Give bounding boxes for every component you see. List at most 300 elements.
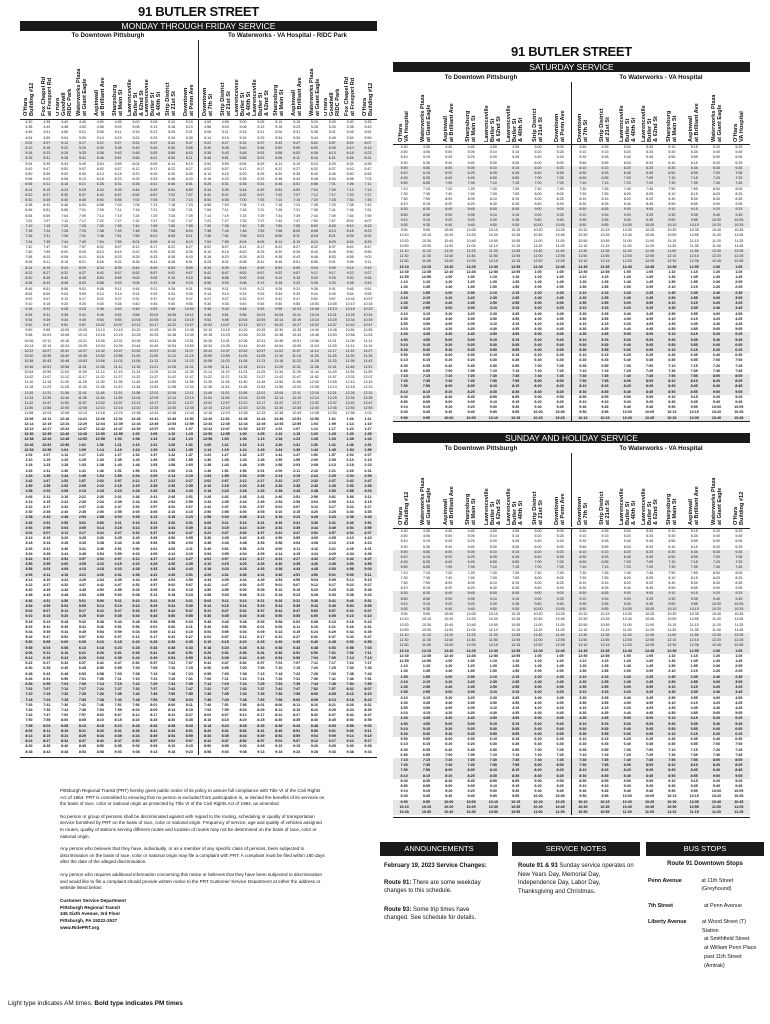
time-cell: 10:20	[527, 800, 549, 805]
time-cell: 3:20	[527, 690, 549, 695]
time-cell: 7:12	[61, 218, 69, 223]
time-cell: 6:33	[145, 646, 163, 651]
time-cell: 9:55	[505, 607, 527, 612]
time-cell: 8:59	[288, 734, 306, 739]
time-cell: 7:01	[323, 182, 341, 187]
time-cell: 10:15	[689, 410, 699, 415]
time-cell: 6:53	[78, 203, 86, 208]
time-cell: 10:07	[216, 323, 234, 328]
time-cell: 7:54	[198, 240, 216, 245]
time-cell: 2:19	[43, 499, 51, 504]
time-cell: 12:01	[252, 391, 270, 396]
time-cell: 7:58	[163, 229, 181, 234]
time-cell: 8:56	[310, 260, 318, 265]
time-cell: 11:35	[505, 633, 527, 638]
time-cell: 11:00	[444, 243, 454, 248]
stop-header-label: Lawrenceville Butler St & 62nd St	[640, 105, 659, 142]
time-cell: 9:34	[168, 291, 176, 296]
time-cell: 4:33	[145, 567, 163, 572]
time-cell: 10:10	[198, 328, 216, 333]
time-cell: 3:45	[556, 311, 564, 316]
time-cell: 7:50	[163, 224, 181, 229]
time-cell: 11:40	[712, 627, 721, 632]
time-cell: 8:19	[185, 707, 193, 712]
time-cell: 4:55	[114, 120, 122, 124]
time-cell: 10:51	[184, 338, 194, 343]
time-cell: 11:28	[60, 385, 69, 390]
time-cell: 8:12	[132, 244, 140, 249]
time-cell: 7:16	[132, 676, 140, 681]
time-cell: 3:30	[400, 316, 408, 321]
time-cell: 7:48	[127, 229, 145, 234]
time-cell: 6:47	[364, 635, 372, 640]
time-cell: 7:06	[198, 208, 216, 213]
stop-header	[109, 40, 127, 118]
time-cell: 5:28	[310, 125, 318, 130]
time-cell: 7:45	[549, 374, 571, 379]
time-cell: 12:46	[274, 416, 284, 421]
time-cell: 6:29	[74, 656, 92, 661]
time-cell: 7:55	[181, 224, 199, 229]
time-cell: 7:00	[705, 555, 727, 560]
time-cell: 7:53	[145, 229, 163, 234]
time-cell: 4:40	[438, 716, 460, 721]
time-cell: 9:50	[572, 410, 594, 415]
time-cell: 1:53	[257, 463, 265, 468]
stop-header-label: Downtown at Penn Ave	[183, 84, 196, 116]
stop-header	[617, 82, 639, 144]
time-cell: 12:17	[252, 401, 270, 406]
time-cell: 2:02	[198, 479, 216, 484]
time-cell: 11:10	[489, 627, 498, 632]
time-cell: 8:36	[234, 729, 252, 734]
time-cell: 4:25	[467, 327, 475, 332]
time-cell: 8:35	[505, 774, 527, 779]
time-cell: 6:27	[185, 166, 193, 171]
time-cell: 12:05	[460, 643, 482, 648]
time-cell: 7:34	[163, 682, 181, 687]
time-cell: 10:20	[238, 328, 248, 333]
time-cell: 5:02	[275, 583, 283, 588]
time-cell: 10:55	[594, 810, 616, 815]
time-cell: 9:14	[341, 734, 359, 739]
time-cell: 9:50	[275, 302, 283, 307]
notice-paragraph: No person or group of persons shall be discriminated against with regard to the routing, scheduling or quality of transportation service furnished by PRT on the basis of race, color or national origin. Frequency of service, age and quality of vehicles assigned to routes, quality of stations serving different routes and location of routes may not be determined on the basis of race, color or national origin.	[60, 813, 322, 839]
time-cell: 9:55	[293, 302, 301, 307]
time-cell: 10:29	[323, 318, 341, 323]
time-cell: 4:07	[109, 557, 127, 562]
time-cell: 1:19	[216, 448, 234, 453]
time-cell: 11:20	[705, 810, 727, 815]
time-cell: 8:05	[78, 250, 86, 255]
time-cell: 7:55	[505, 763, 527, 768]
time-cell: 12:00	[705, 633, 727, 638]
time-cell: 7:07	[185, 661, 193, 666]
time-cell: 3:55	[690, 311, 698, 316]
time-cell: 10:35	[184, 328, 194, 333]
time-cell: 7:34	[20, 240, 38, 245]
time-cell: 2:55	[594, 301, 616, 306]
time-cell: 5:20	[616, 338, 638, 343]
time-cell: 8:42	[198, 271, 216, 276]
time-cell: 2:04	[127, 474, 145, 479]
time-cell: 10:50	[488, 622, 498, 627]
time-cell: 1:18	[270, 437, 288, 442]
time-cell: 6:09	[257, 629, 265, 634]
time-cell: 6:20	[705, 732, 727, 737]
time-cell: 8:30	[482, 774, 504, 779]
time-cell: 6:10	[572, 737, 594, 742]
time-cell: 4:55	[690, 327, 698, 332]
time-cell: 9:45	[150, 302, 158, 307]
time-cell: 5:16	[234, 599, 252, 604]
time-cell: 2:35	[683, 675, 705, 680]
time-cell: 5:59	[359, 604, 377, 609]
time-cell: 5:55	[288, 614, 306, 619]
time-cell: 9:10	[661, 207, 683, 212]
time-cell: 11:10	[661, 810, 683, 815]
time-cell: 8:21	[323, 234, 341, 239]
time-cell: 7:35	[109, 692, 127, 697]
time-cell: 8:17	[257, 244, 265, 249]
time-cell: 3:30	[489, 311, 497, 316]
time-cell: 12:35	[594, 265, 616, 270]
time-cell: 6:45	[467, 747, 475, 752]
time-cell: 9:45	[728, 213, 750, 218]
time-cell: 2:15	[216, 484, 234, 489]
time-cell: 10:43	[184, 333, 194, 338]
time-cell: 5:00	[239, 120, 247, 124]
time-cell: 5:20	[534, 534, 542, 539]
time-cell: 8:35	[422, 394, 431, 399]
time-cell: 5:39	[288, 604, 306, 609]
time-cell: 7:00	[712, 358, 721, 363]
time-cell: 11:11	[109, 365, 127, 370]
time-cell: 1:59	[359, 448, 377, 453]
time-cell: 8:27	[292, 713, 301, 718]
time-cell: 12:57	[149, 426, 159, 431]
time-cell: 8:06	[275, 702, 283, 707]
time-cell: 9:02	[25, 296, 33, 301]
time-cell: 2:15	[505, 675, 527, 680]
time-cell: 8:08	[306, 229, 324, 234]
time-cell: 7:54	[346, 213, 354, 218]
time-cell: 7:03	[114, 203, 122, 208]
time-cell: 7:30	[572, 187, 594, 192]
time-cell: 9:40	[705, 213, 727, 218]
time-cell: 11:58	[274, 385, 284, 390]
time-cell: 9:19	[359, 266, 377, 271]
time-cell: 8:40	[310, 718, 319, 723]
time-cell: 7:57	[328, 218, 336, 223]
time-cell: 5:32	[234, 609, 252, 614]
time-cell: 5:21	[252, 599, 270, 604]
time-cell: 9:32	[132, 296, 140, 301]
time-cell: 2:22	[270, 479, 288, 484]
time-cell: 7:26	[168, 676, 176, 681]
time-cell: 1:40	[534, 280, 542, 285]
time-cell: 2:06	[25, 494, 33, 499]
time-cell: 6:35	[594, 171, 616, 176]
time-cell: 6:42	[198, 661, 216, 666]
time-cell: 10:10	[399, 233, 409, 238]
time-cell: 1:27	[221, 453, 229, 457]
time-cell: 7:30	[91, 692, 109, 697]
time-cell: 12:41	[256, 416, 266, 421]
time-cell: 7:25	[735, 747, 743, 752]
time-cell: 7:50	[270, 224, 288, 229]
time-cell: 9:00	[234, 276, 252, 281]
time-cell: 11:05	[638, 810, 660, 815]
time-cell: 7:58	[25, 255, 33, 260]
bus-stops-panel	[646, 842, 764, 975]
time-cell: 8:20	[616, 768, 638, 773]
time-cell: 6:11	[288, 156, 306, 161]
time-cell: 2:45	[728, 675, 750, 680]
time-cell: 3:30	[661, 306, 683, 311]
time-cell: 7:00	[527, 176, 549, 181]
time-cell: 7:45	[145, 224, 163, 229]
time-cell: 6:06	[270, 156, 288, 161]
time-cell: 10:33	[149, 333, 159, 338]
time-cell: 5:39	[185, 135, 193, 140]
time-cell: 5:52	[61, 166, 69, 171]
stop-header	[235, 40, 253, 118]
time-cell: 5:49	[78, 161, 86, 166]
time-cell: 12:54	[274, 421, 284, 426]
time-cell: 7:05	[467, 368, 475, 373]
stop-header-label: Downtown at 7th St	[577, 113, 590, 142]
time-cell: 11:45	[549, 249, 571, 254]
stop-header	[594, 453, 616, 527]
time-cell: 7:41	[328, 208, 336, 213]
time-cell: 7:55	[181, 692, 199, 697]
time-cell: 4:55	[415, 338, 437, 343]
time-cell: 10:15	[594, 416, 616, 421]
time-cell: 3:34	[25, 551, 33, 556]
stop-header-label: O'Hara Building #12	[732, 491, 745, 525]
time-cell: 7:10	[20, 224, 38, 229]
time-cell: 5:45	[638, 343, 660, 348]
time-cell: 7:03	[221, 671, 229, 676]
time-cell: 4:25	[467, 711, 475, 716]
time-cell: 4:07	[359, 531, 377, 536]
time-cell: 4:34	[346, 551, 354, 556]
time-cell: 6:55	[505, 560, 527, 565]
time-cell: 2:15	[690, 669, 698, 674]
time-cell: 1:15	[512, 659, 520, 664]
time-cell: 5:46	[341, 599, 359, 604]
time-cell: 5:54	[346, 135, 354, 140]
time-cell: 3:38	[341, 515, 359, 520]
time-cell: 1:45	[645, 664, 654, 669]
time-cell: 4:27	[181, 557, 199, 562]
time-cell: 2:31	[114, 494, 122, 499]
time-cell: 10:23	[113, 333, 123, 338]
time-cell: 7:12	[306, 193, 324, 198]
time-cell: 7:30	[489, 570, 497, 575]
time-cell: 8:05	[460, 384, 482, 389]
time-cell: 7:39	[38, 240, 56, 245]
time-cell: 3:03	[359, 489, 377, 494]
time-cell: 10:50	[572, 239, 594, 244]
time-cell: 7:29	[150, 213, 158, 218]
time-cell: 3:00	[705, 296, 727, 301]
time-cell: 11:45	[638, 633, 660, 638]
time-cell: 4:10	[668, 700, 676, 705]
time-cell: 1:57	[328, 453, 336, 457]
time-cell: 8:04	[132, 707, 140, 712]
time-cell: 7:30	[198, 692, 216, 697]
time-cell: 5:55	[505, 732, 527, 737]
time-cell: 6:11	[38, 651, 56, 656]
time-cell: 7:35	[512, 186, 520, 191]
time-cell: 5:27	[109, 141, 127, 146]
time-cell: 1:30	[572, 664, 594, 669]
time-cell: 9:11	[221, 286, 229, 291]
time-cell: 9:20	[616, 597, 638, 602]
time-cell: 9:05	[728, 774, 750, 779]
time-cell: 10:03	[42, 333, 52, 338]
time-cell: 2:20	[712, 285, 721, 290]
time-cell: 3:07	[292, 505, 301, 510]
time-cell: 5:47	[43, 166, 51, 171]
time-cell: 11:00	[127, 354, 145, 359]
time-cell: 3:56	[239, 546, 247, 551]
time-cell: 5:30	[661, 338, 683, 343]
time-cell: 2:48	[56, 515, 74, 520]
time-cell: 12:43	[184, 411, 194, 416]
time-cell: 7:02	[270, 193, 288, 198]
time-cell: 6:59	[288, 656, 306, 661]
time-cell: 8:34	[341, 240, 359, 245]
stop-header-label: Lawrenceville Butler St & 40th St	[144, 79, 163, 116]
time-cell: 9:35	[683, 597, 705, 602]
time-cell: 3:40	[445, 700, 453, 705]
time-cell: 6:15	[690, 544, 698, 549]
time-cell: 2:00	[438, 291, 460, 296]
time-cell: 2:59	[292, 499, 301, 504]
time-cell: 6:27	[292, 635, 301, 640]
time-cell: 1:30	[400, 285, 408, 290]
time-cell: 2:27	[43, 505, 51, 510]
time-cell: 12:00	[56, 406, 74, 411]
time-cell: 4:39	[221, 577, 229, 582]
time-cell: 1:50	[489, 285, 497, 290]
time-cell: 8:35	[594, 774, 616, 779]
time-cell: 7:10	[661, 176, 683, 181]
time-cell: 7:18	[275, 203, 283, 208]
time-cell: 6:07	[359, 609, 377, 614]
time-cell: 9:45	[467, 794, 475, 799]
time-cell: 12:35	[421, 269, 432, 274]
time-cell: 4:47	[114, 583, 122, 588]
time-cell: 7:51	[364, 676, 372, 681]
time-cell: 5:40	[616, 727, 638, 732]
time-cell: 8:30	[661, 384, 683, 389]
time-cell: 12:38	[167, 411, 177, 416]
time-cell: 1:20	[534, 659, 542, 664]
time-cell: 6:04	[132, 161, 140, 166]
time-cell: 6:25	[728, 732, 750, 737]
time-cell: 7:55	[288, 224, 306, 229]
time-cell: 2:10	[482, 675, 504, 680]
time-cell: 8:50	[198, 276, 216, 281]
time-cell: 6:53	[78, 671, 87, 676]
time-cell: 12:23	[220, 411, 230, 416]
time-cell: 10:20	[711, 794, 722, 799]
time-cell: 4:55	[422, 534, 430, 539]
time-cell: 6:06	[168, 624, 176, 629]
time-cell: 9:30	[668, 399, 676, 404]
time-cell: 9:34	[275, 291, 283, 296]
website-link[interactable]: www.RidePRT.org	[60, 924, 100, 930]
time-cell: 9:10	[25, 302, 33, 307]
time-cell: 7:00	[239, 666, 247, 671]
stop-header	[288, 40, 306, 118]
time-cell: 1:29	[252, 448, 270, 453]
time-cell: 6:03	[288, 151, 306, 156]
time-cell: 5:58	[20, 646, 38, 651]
stop-header	[639, 453, 661, 527]
time-cell: 7:33	[328, 203, 336, 208]
time-cell: 1:26	[163, 443, 181, 448]
time-cell: 4:13	[74, 567, 92, 572]
time-cell: 4:18	[198, 567, 216, 572]
time-cell: 5:13	[150, 593, 158, 598]
time-cell: 6:51	[181, 651, 199, 656]
time-cell: 5:40	[623, 539, 631, 544]
time-cell: 12:22	[270, 401, 288, 406]
time-cell: 9:01	[328, 260, 336, 265]
time-cell: 11:00	[533, 622, 543, 627]
time-cell: 9:25	[549, 213, 571, 218]
stop-header-label: Downtown at 7th St	[577, 496, 590, 525]
time-cell: 7:51	[364, 208, 372, 213]
time-cell: 9:40	[616, 602, 638, 607]
time-cell: 12:35	[683, 259, 705, 264]
time-cell: 2:19	[181, 474, 199, 479]
time-cell: 7:32	[239, 218, 247, 223]
time-cell: 6:20	[616, 550, 638, 555]
time-cell: 7:09	[74, 682, 92, 687]
time-cell: 6:40	[445, 747, 453, 752]
time-cell: 8:12	[239, 244, 247, 249]
time-cell: 12:55	[421, 659, 432, 664]
time-cell: 8:50	[572, 395, 594, 400]
time-cell: 4:30	[400, 529, 408, 533]
time-cell: 10:27	[288, 323, 306, 328]
time-cell: 6:25	[549, 166, 571, 171]
time-cell: 11:39	[38, 396, 56, 401]
time-cell: 2:10	[572, 675, 594, 680]
time-cell: 6:05	[735, 155, 743, 160]
time-cell: 9:30	[668, 783, 676, 788]
time-cell: 1:35	[512, 280, 520, 285]
time-cell: 10:25	[645, 612, 655, 617]
time-cell: 1:40	[623, 280, 631, 285]
time-cell: 9:43	[216, 307, 234, 312]
time-cell: 9:14	[198, 292, 216, 297]
time-cell: 3:10	[661, 685, 683, 690]
time-cell: 9:55	[690, 405, 698, 410]
time-cell: 8:55	[594, 207, 616, 212]
time-cell: 3:20	[527, 306, 549, 311]
time-cell: 1:42	[275, 453, 283, 457]
time-cell: 10:10	[399, 617, 409, 622]
time-cell: 5:14	[96, 135, 104, 140]
time-cell: 4:17	[252, 557, 270, 562]
